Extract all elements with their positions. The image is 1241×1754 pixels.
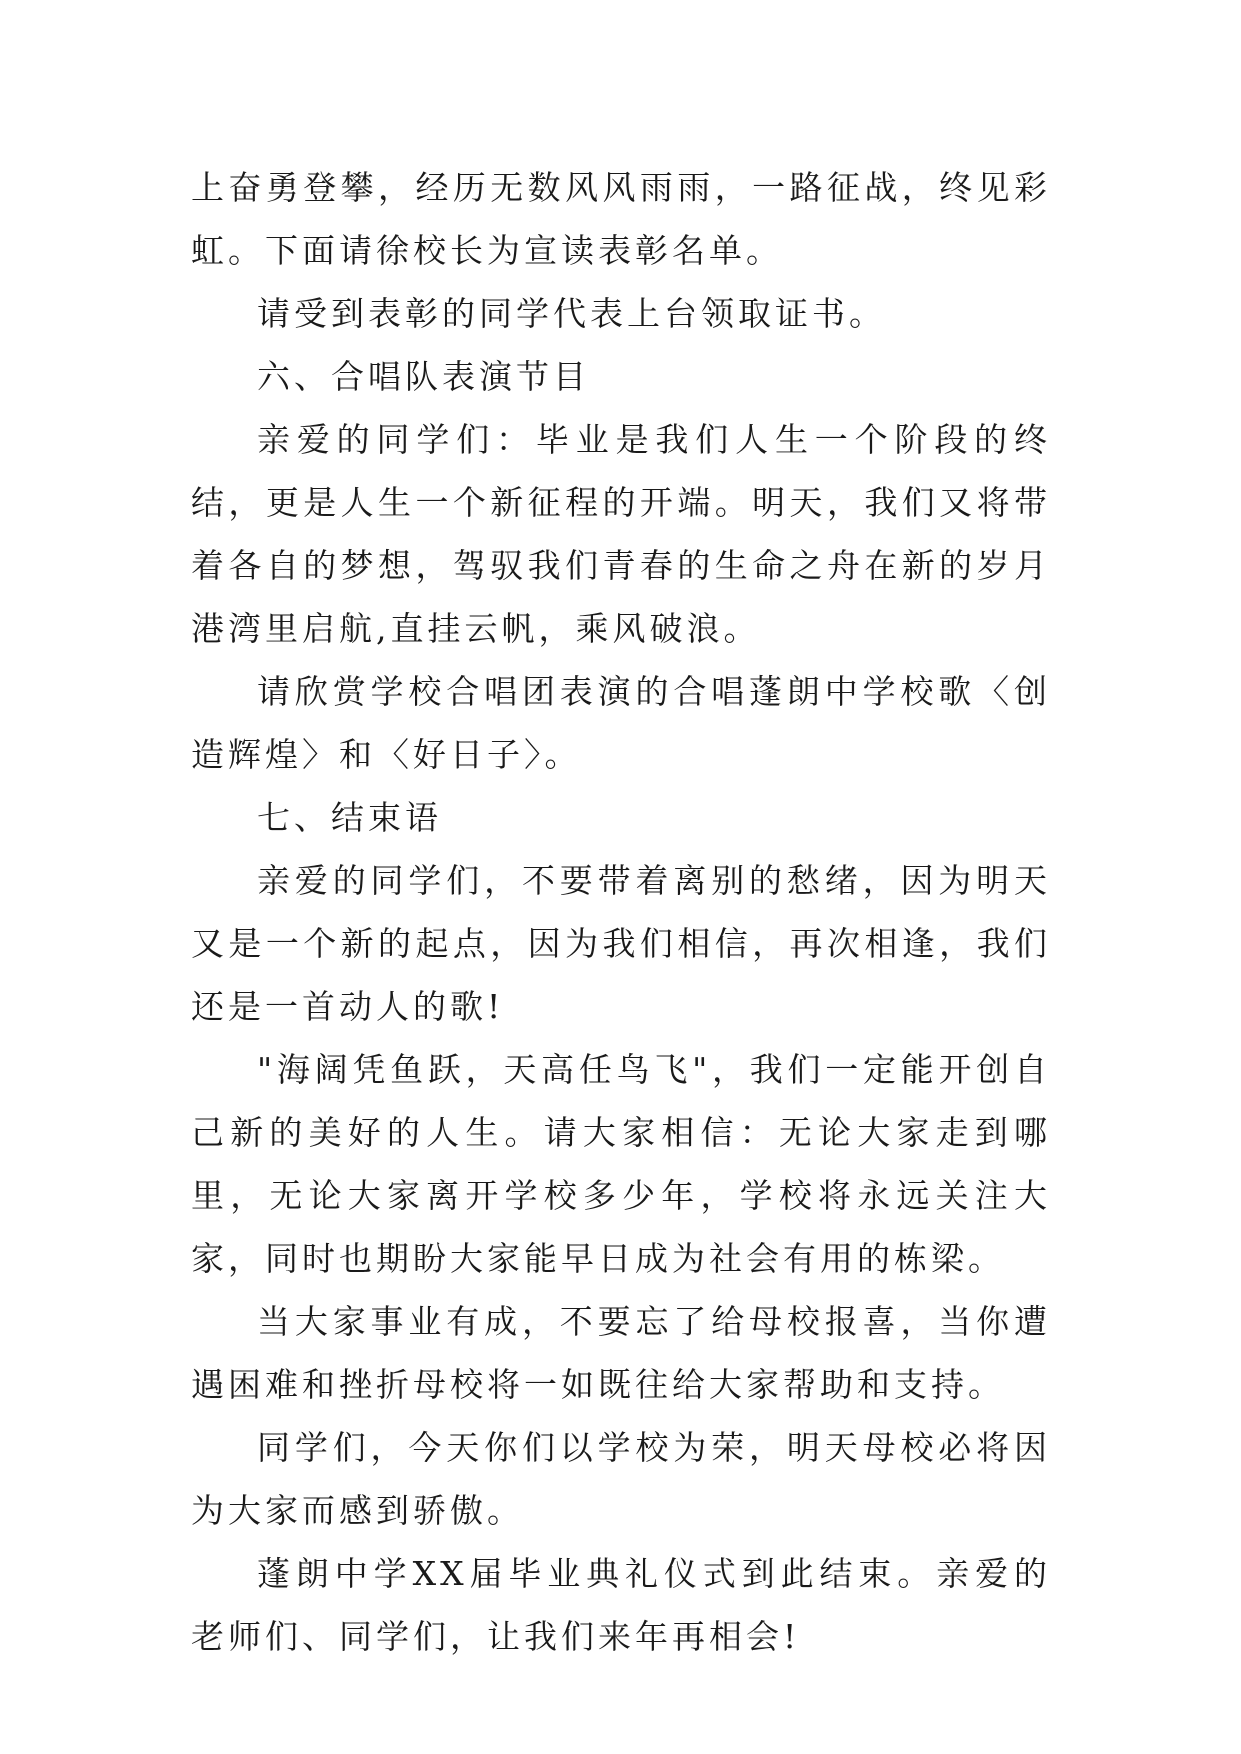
paragraph-10: 同学们，今天你们以学校为荣，明天母校必将因为大家而感到骄傲。 — [191, 1428, 1051, 1530]
paragraph-1: 上奋勇登攀，经历无数风风雨雨，一路征战，终见彩虹。下面请徐校长为宣读表彰名单。 — [191, 168, 1051, 270]
paragraph-2: 请受到表彰的同学代表上台领取证书。 — [257, 294, 886, 333]
paragraph-4: 亲爱的同学们：毕业是我们人生一个阶段的终结，更是人生一个新征程的开端。明天，我们又将带着各自的梦想，驾驭我们青春的生命之舟在新的岁月港湾里启航,直挂云帆，乘风破浪。 — [191, 420, 1051, 648]
section-heading-6: 六、合唱队表演节目 — [257, 357, 590, 396]
paragraph-9: 当大家事业有成，不要忘了给母校报喜，当你遭遇困难和挫折母校将一如既往给大家帮助和支持。 — [191, 1302, 1051, 1404]
section-heading-7: 七、结束语 — [257, 798, 442, 837]
paragraph-5: 请欣赏学校合唱团表演的合唱蓬朗中学校歌〈创造辉煌〉和〈好日子〉。 — [191, 672, 1051, 774]
paragraph-8: "海阔凭鱼跃，天高任鸟飞"，我们一定能开创自己新的美好的人生。请大家相信：无论大家走到哪里，无论大家离开学校多少年，学校将永远关注大家，同时也期盼大家能早日成为社会有用的栋梁。 — [191, 1050, 1051, 1278]
paragraph-7: 亲爱的同学们，不要带着离别的愁绪，因为明天又是一个新的起点，因为我们相信，再次相逢，我们还是一首动人的歌! — [191, 861, 1051, 1026]
document-body — [191, 156, 1051, 1668]
paragraph-11: 蓬朗中学XX届毕业典礼仪式到此结束。亲爱的老师们、同学们，让我们来年再相会! — [191, 1554, 1051, 1656]
